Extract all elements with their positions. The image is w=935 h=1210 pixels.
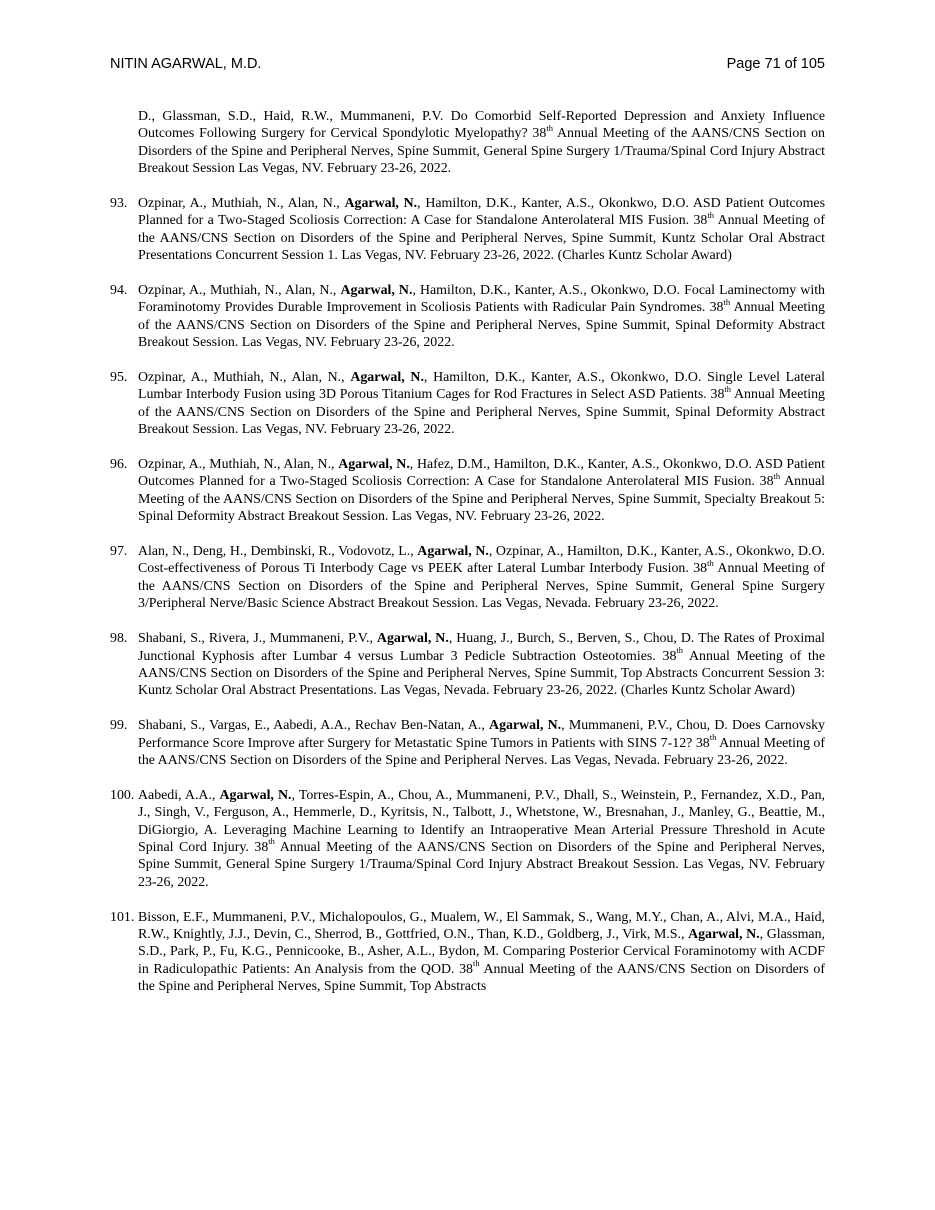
ordinal-suffix: th — [723, 296, 731, 307]
entry-citation: Bisson, E.F., Mummaneni, P.V., Michalopoulos, G., Mualem, W., El Sammak, S., Wang, M.Y., Chan, A., Alvi, M.A., Haid, R.W., Knightly, J.J., Devin, C., Sherrod, B., Gottfried, O.N., Than, K.D., Goldberg, J., Virk, M.S., Agarwal, N., Glassman, S.D., Park, P., Fu, K.G., Pennicooke, B., Asher, A.L., Bydon, M. Comparing Posterior Cervical Foraminotomy with ACDF in Radiculopathic Patients: An Analysis from the QOD. 38th Annual Meeting of the AANS/CNS Section on Disorders of the Spine and Peripheral Nerves, Spine Summit, Top Abstracts — [138, 909, 826, 995]
page-number: Page 71 of 105 — [726, 56, 825, 72]
highlighted-author: Agarwal, N. — [489, 718, 562, 734]
entry-number: 95. — [110, 370, 128, 386]
entry-number: 98. — [110, 631, 128, 647]
publication-entry — [110, 717, 825, 769]
ordinal-suffix: th — [773, 470, 781, 481]
highlighted-author: Agarwal, N. — [417, 544, 489, 560]
entry-number: 101. — [110, 909, 135, 925]
entry-citation: Ozpinar, A., Muthiah, N., Alan, N., Agarwal, N., Hamilton, D.K., Kanter, A.S., Okonkwo, D.O. ASD Patient Outcomes Planned for a Two-Staged Scoliosis Correction: A Case for Standalone Anterolateral MIS Fusion. 38th Annual Meeting of the AANS/CNS Section on Disorders of the Spine and Peripheral Nerves, Spine Summit, Kuntz Scholar Oral Abstract Presentations Concurrent Session 1. Las Vegas, NV. February 23-26, 2022. (Charles Kuntz Scholar Award) — [138, 196, 825, 264]
highlighted-author: Agarwal, N. — [350, 370, 424, 386]
publication-entry — [110, 630, 825, 700]
entry-number: 96. — [110, 457, 128, 473]
ordinal-suffix: th — [546, 122, 553, 133]
publication-entry — [110, 282, 825, 352]
entry-citation: D., Glassman, S.D., Haid, R.W., Mummaneni, P.V. Do Comorbid Self-Reported Depression and Anxiety Influence Outcomes Following Surgery for Cervical Spondylotic Myelopathy? 38th Annual Meeting of the AANS/CNS Section on Disorders of the Spine and Peripheral Nerves, Spine Summit, General Spine Surgery 1/Trauma/Spinal Cord Injury Abstract Breakout Session Las Vegas, NV. February 23-26, 2022. — [138, 109, 825, 177]
ordinal-suffix: th — [707, 557, 714, 568]
highlighted-author: Agarwal, N. — [376, 631, 449, 647]
entry-number: 97. — [110, 544, 128, 560]
highlighted-author: Agarwal, N. — [340, 283, 413, 299]
entry-citation: Aabedi, A.A., Agarwal, N., Torres-Espin, A., Chou, A., Mummaneni, P.V., Dhall, S., Weinstein, P., Fernandez, X.D., Pan, J., Singh, V., Ferguson, A., Hemmerle, D., Kyritsis, N., Talbott, J., Whetstone, W., Bresnahan, J., Manley, G., Beattie, M., DiGiorgio, A. Leveraging Machine Learning to Identify an Intraoperative Mean Arterial Pressure Threshold in Acute Spinal Cord Injury. 38th Annual Meeting of the AANS/CNS Section on Disorders of the Spine and Peripheral Nerves, Spine Summit, General Spine Surgery 1/Trauma/Spinal Cord Injury Abstract Breakout Session. Las Vegas, NV. February 23-26, 2022. — [138, 787, 825, 890]
ordinal-suffix: th — [676, 644, 684, 655]
publication-entry — [110, 909, 825, 996]
entry-citation: Ozpinar, A., Muthiah, N., Alan, N., Agarwal, N., Hamilton, D.K., Kanter, A.S., Okonkwo, D.O. Focal Laminectomy with Foraminotomy Provides Durable Improvement in Scoliosis Patients with Radicular Pain Syndromes. 38th Annual Meeting of the AANS/CNS Section on Disorders of the Spine and Peripheral Nerves, Spine Summit, Spinal Deformity Abstract Breakout Session. Las Vegas, NV. February 23-26, 2022. — [138, 283, 825, 351]
publication-list — [110, 108, 825, 1013]
ordinal-suffix: th — [707, 209, 714, 220]
highlighted-author: Agarwal, N. — [219, 787, 292, 803]
publication-entry — [110, 108, 825, 178]
entry-citation: Shabani, S., Vargas, E., Aabedi, A.A., Rechav Ben-Natan, A., Agarwal, N., Mummaneni, P.V., Chou, D. Does Carnovsky Performance Score Improve after Surgery for Metastatic Spine Tumors in Patients with SINS 7-12? 38th Annual Meeting of the AANS/CNS Section on Disorders of the Spine and Peripheral Nerves. Las Vegas, Nevada. February 23-26, 2022. — [138, 718, 826, 768]
highlighted-author: Agarwal, N. — [338, 457, 410, 473]
ordinal-suffix: th — [473, 958, 480, 969]
publication-entry — [110, 543, 825, 613]
highlighted-author: Agarwal, N. — [344, 196, 418, 212]
entry-citation: Shabani, S., Rivera, J., Mummaneni, P.V., Agarwal, N., Huang, J., Burch, S., Berven, S., Chou, D. The Rates of Proximal Junctional Kyphosis after Lumbar 4 versus Lumbar 3 Pedicle Subtraction Osteotomies. 38th Annual Meeting of the AANS/CNS Section on Disorders of the Spine and Peripheral Nerves, Spine Summit, Top Abstracts Concurrent Session 3: Kuntz Scholar Oral Abstract Presentations. Las Vegas, Nevada. February 23-26, 2022. (Charles Kuntz Scholar Award) — [138, 631, 826, 699]
entry-citation: Alan, N., Deng, H., Dembinski, R., Vodovotz, L., Agarwal, N., Ozpinar, A., Hamilton, D.K., Kanter, A.S., Okonkwo, D.O. Cost-effectiveness of Porous Ti Interbody Cage vs PEEK after Lateral Lumbar Interbody Fusion. 38th Annual Meeting of the AANS/CNS Section on Disorders of the Spine and Peripheral Nerves, Spine Summit, General Spine Surgery 3/Peripheral Nerve/Basic Science Abstract Breakout Session. Las Vegas, Nevada. February 23-26, 2022. — [138, 544, 826, 612]
author-name: NITIN AGARWAL, M.D. — [110, 56, 262, 72]
ordinal-suffix: th — [268, 836, 275, 847]
entry-number: 94. — [110, 283, 128, 299]
highlighted-author: Agarwal, N. — [688, 926, 760, 942]
entry-citation: Ozpinar, A., Muthiah, N., Alan, N., Agarwal, N., Hamilton, D.K., Kanter, A.S., Okonkwo, D.O. Single Level Lateral Lumbar Interbody Fusion using 3D Porous Titanium Cages for Rod Fractures in Select ASD Patients. 38th Annual Meeting of the AANS/CNS Section on Disorders of the Spine and Peripheral Nerves, Spine Summit, Spinal Deformity Abstract Breakout Session. Las Vegas, NV. February 23-26, 2022. — [138, 370, 826, 438]
ordinal-suffix: th — [724, 383, 732, 394]
publication-entry — [110, 195, 825, 265]
entry-citation: Ozpinar, A., Muthiah, N., Alan, N., Agarwal, N., Hafez, D.M., Hamilton, D.K., Kanter, A.S., Okonkwo, D.O. ASD Patient Outcomes Planned for a Two-Staged Scoliosis Correction: A Case for Standalone Anterolateral MIS Fusion. 38th Annual Meeting of the AANS/CNS Section on Disorders of the Spine and Peripheral Nerves, Spine Summit, Specialty Breakout 5: Spinal Deformity Abstract Breakout Session. Las Vegas, NV. February 23-26, 2022. — [138, 457, 825, 525]
publication-entry — [110, 456, 825, 526]
entry-number: 100. — [110, 787, 135, 803]
entry-number: 99. — [110, 718, 128, 734]
publication-entry — [110, 787, 825, 891]
ordinal-suffix: th — [709, 731, 717, 742]
entry-number: 93. — [110, 196, 128, 212]
publication-entry — [110, 369, 825, 439]
page-header — [110, 56, 825, 78]
